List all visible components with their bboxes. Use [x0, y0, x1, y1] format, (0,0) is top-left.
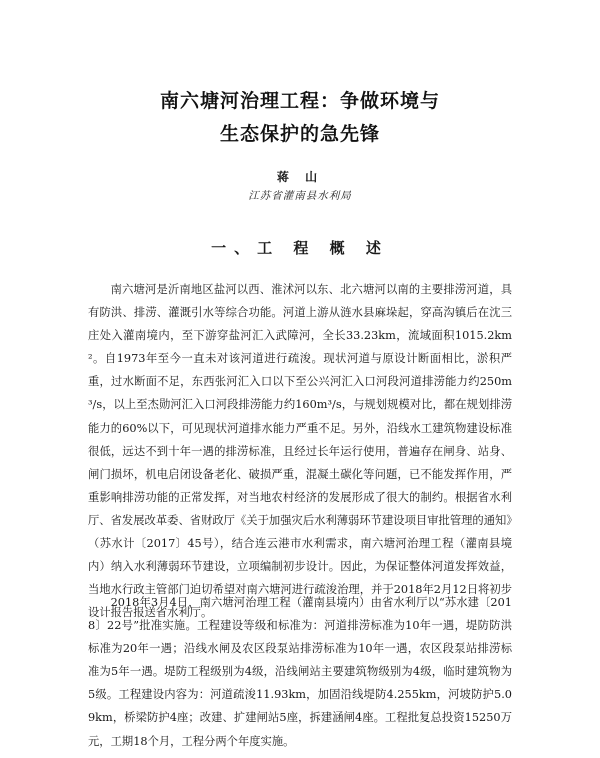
body-paragraph: 南六塘河是沂南地区盐河以西、淮沭河以东、北六塘河以南的主要排涝河道，具有防洪、排涝、灌溉引水等综合功能。河道上游从涟水县麻垛起，穿高沟镇后在沈三庄处入灌南境内，至下游穿盐河汇入武障河，全长33.23km，流域面积1015.2km²。自1973年至今一直未对该河道进行疏浚。现状河道与原设计断面相比，淤积严重，过水断面不足，东西张河汇入口以下至公兴河汇入口河段河道排涝能力约250m³/s，以上至杰勋河汇入口河段排涝能力约160m³/s，与规划规模对比，都在规划排涝能力的60%以下，可见现状河道排水能力严重不足。另外，沿线水工建筑物建设标准很低，远达不到十年一遇的排涝标准，且经过长年运行使用，普遍存在闸身、站身、闸门损坏，机电启闭设备老化、破损严重，混凝土碳化等问题，已不能发挥作用，严重影响排涝功能的正常发挥，对当地农村经济的发展形成了很大的制约。根据省水利厅、省发展改革委、省财政厅《关于加强灾后水利薄弱环节建设项目审批管理的通知》（苏水计〔2017〕45号），结合连云港市水利需求，南六塘河治理工程（灌南县境内）纳入水利薄弱环节建设，立项编制初步设计。因此，为保证整体河道发挥效益，当地水行政主管部门迫切希望对南六塘河进行疏浚治理，并于2018年2月12日将初步设计报告报送省水利厅。 — [88, 283, 512, 620]
article-title-line-1: 南六塘河治理工程：争做环境与 — [159, 90, 440, 112]
article-title-line-2: 生态保护的急先锋 — [219, 123, 380, 145]
article-author: 蒋 山 — [276, 170, 324, 184]
author-affiliation: 江苏省灌南县水利局 — [248, 190, 352, 202]
body-paragraph: 2018年3月4日，南六塘河治理工程（灌南县境内）由省水利厅以“苏水建〔2018〕22号”批准实施。工程建设等级和标准为：河道排涝标准为10年一遇，堤防防洪标准为20年一遇；沿线水闸及农区段泵站排涝标准为10年一遇，农区段泵站排涝标准为5年一遇。堤防工程级别为4级，沿线闸站主要建筑物级别为4级，临时建筑物为5级。工程建设内容为：河道疏浚11.93km，加固沿线堤防4.255km，河坡防护5.09km，桥梁防护4座；改建、扩建闸站5座，拆建涵闸4座。工程批复总投资15250万元，工期18个月，工程分两个年度实施。 — [88, 596, 512, 748]
section-heading: 一、工 程 概 述 — [211, 239, 389, 257]
